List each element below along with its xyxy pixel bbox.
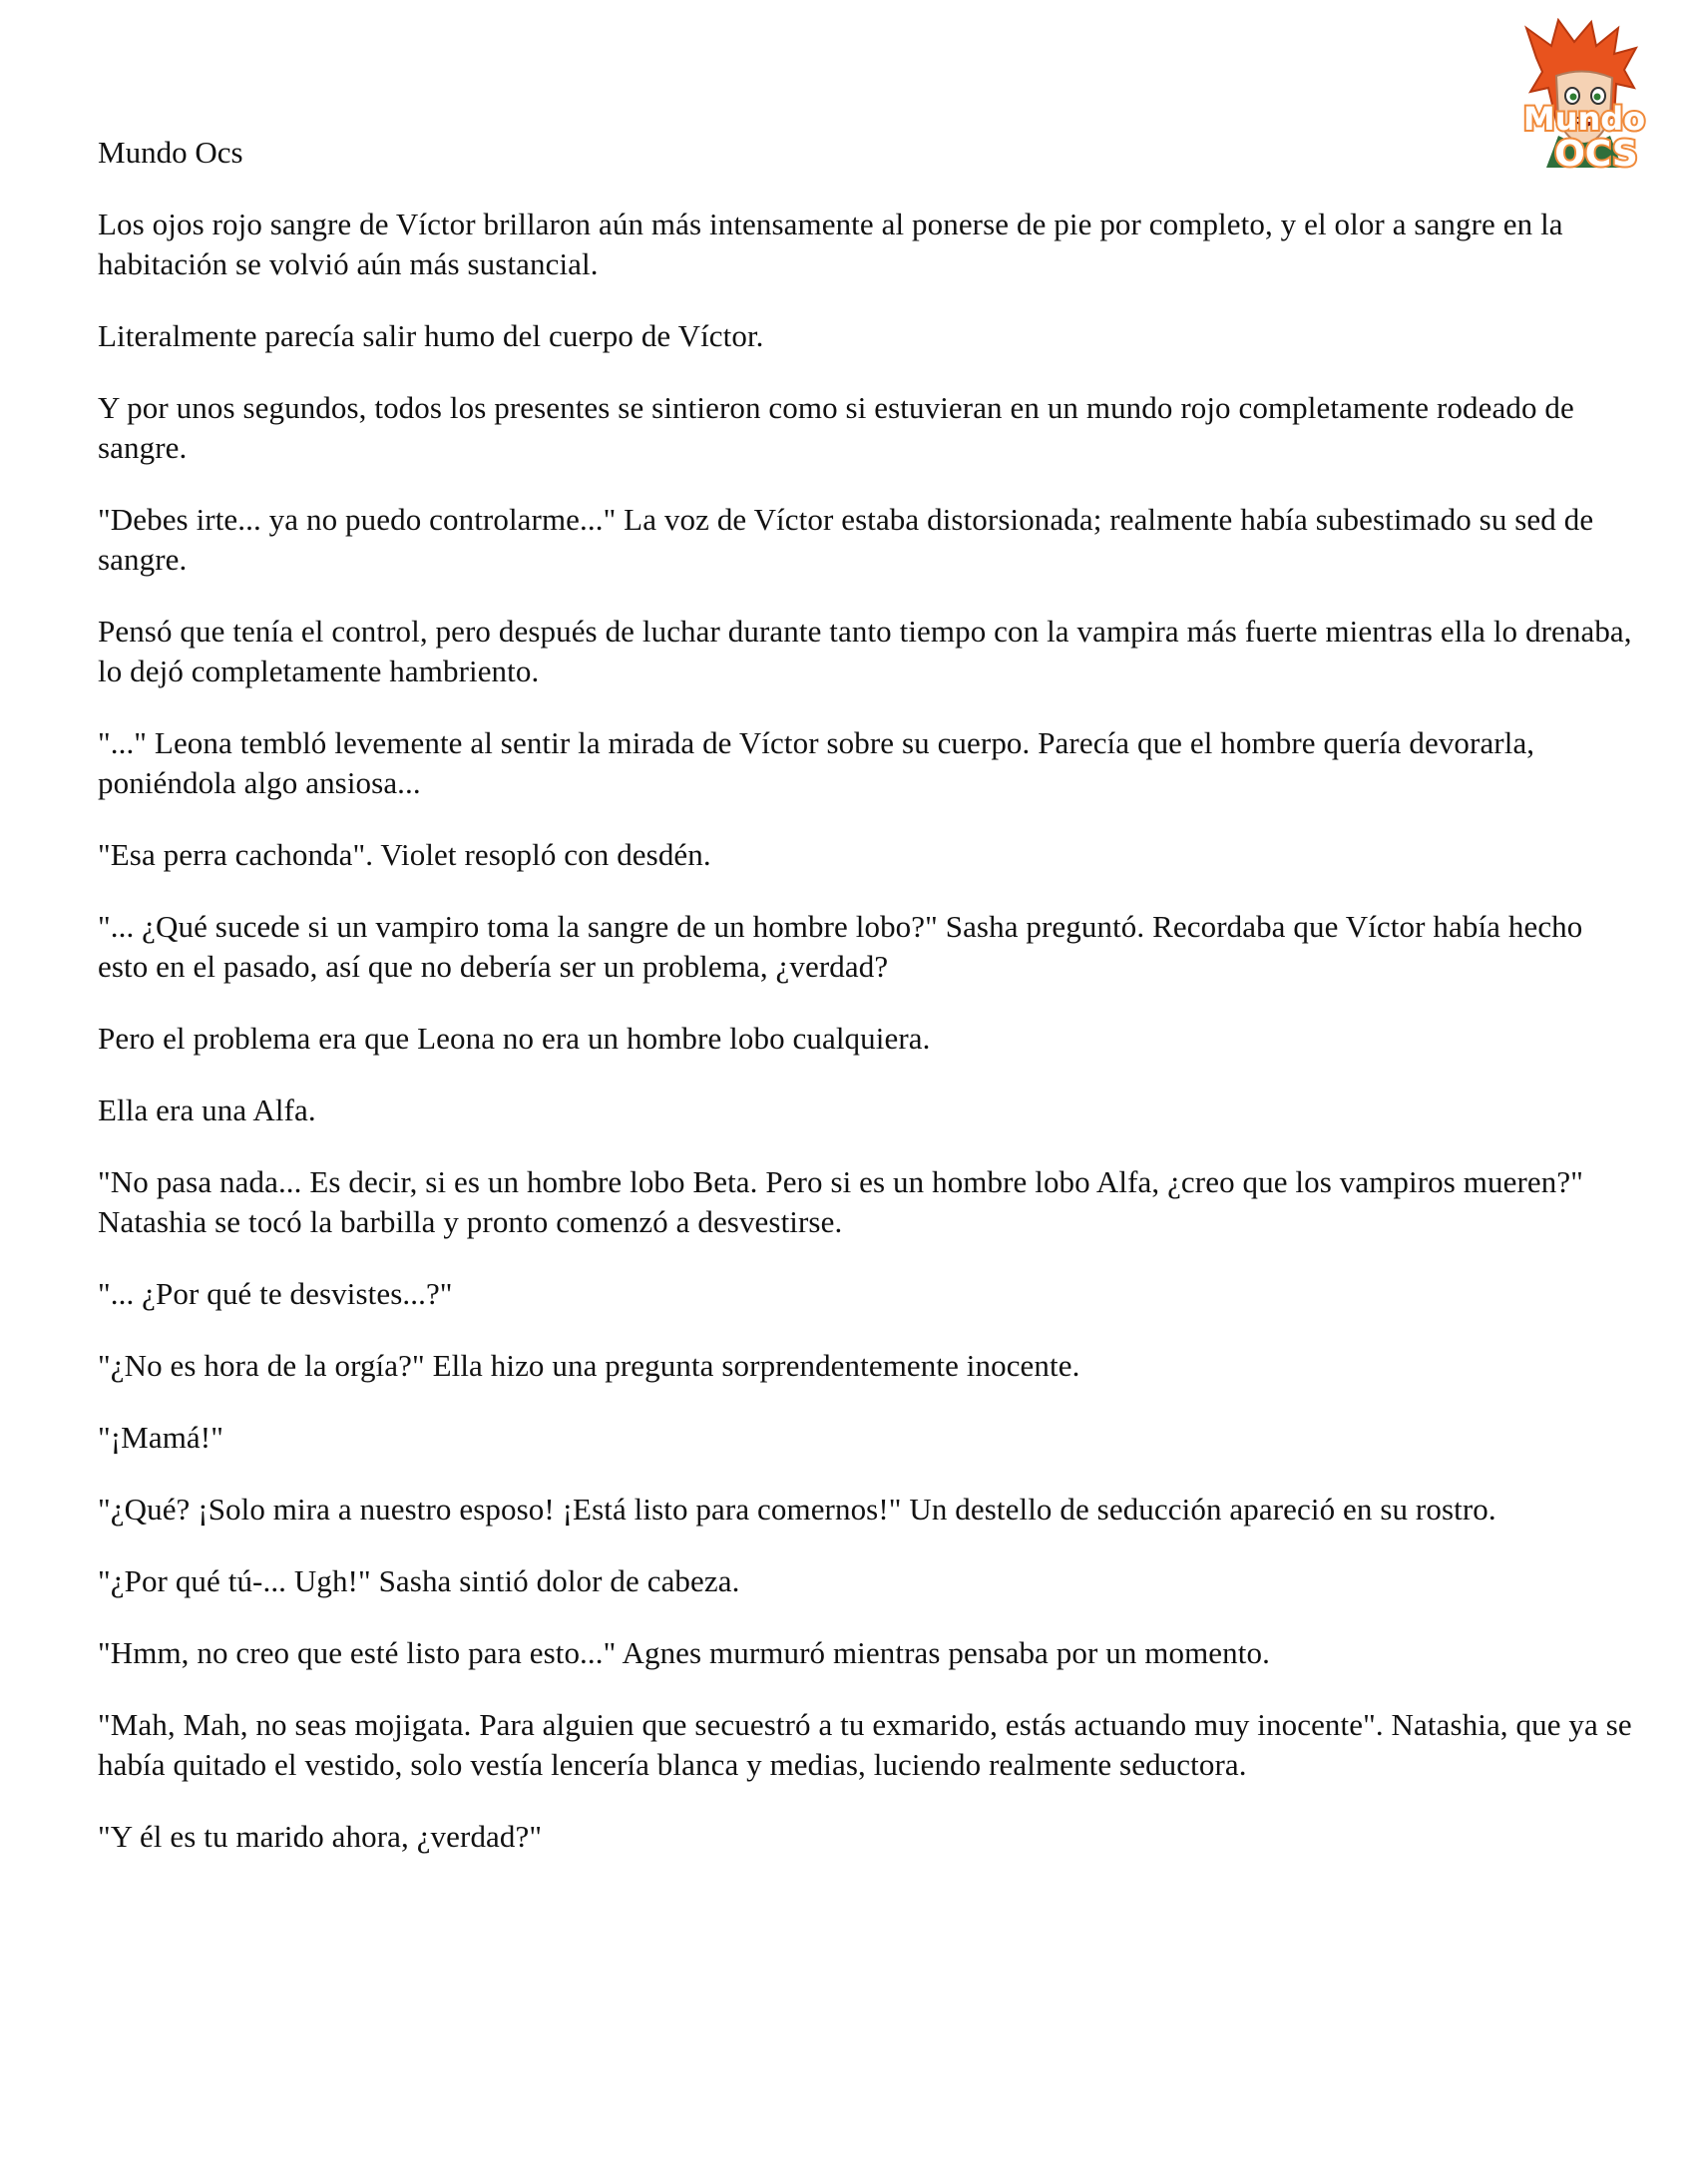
paragraph: Los ojos rojo sangre de Víctor brillaron aún más intensamente al ponerse de pie por completo, y el olor a sangre en la habitación se volvió aún más sustancial.	[98, 207, 1563, 281]
svg-text:OCS: OCS	[1554, 134, 1638, 175]
paragraph: Pensó que tenía el control, pero después de luchar durante tanto tiempo con la vampira más fuerte mientras ella lo drenaba, lo dejó completamente hambriento.	[98, 614, 1632, 688]
svg-text:Mundo: Mundo	[1522, 100, 1646, 138]
paragraph: "Hmm, no creo que esté listo para esto..." Agnes murmuró mientras pensaba por un momento.	[98, 1635, 1270, 1670]
paragraph: "¿No es hora de la orgía?" Ella hizo una pregunta sorprendentemente inocente.	[98, 1348, 1080, 1383]
story-body	[98, 205, 1639, 1889]
paragraph: "Esa perra cachonda". Violet resopló con desdén.	[98, 837, 711, 872]
page-title: Mundo Ocs	[98, 135, 243, 170]
paragraph: "Mah, Mah, no seas mojigata. Para alguien que secuestró a tu exmarido, estás actuando muy inocente". Natashia, que ya se había quitado el vestido, solo vestía lencería blanca y medias, luciendo realmente seductora.	[98, 1707, 1632, 1782]
paragraph: Literalmente parecía salir humo del cuerpo de Víctor.	[98, 318, 764, 353]
paragraph: "¿Qué? ¡Solo mira a nuestro esposo! ¡Está listo para comernos!" Un destello de seducción apareció en su rostro.	[98, 1492, 1496, 1527]
paragraph: "¡Mamá!"	[98, 1420, 223, 1455]
paragraph: "Y él es tu marido ahora, ¿verdad?"	[98, 1819, 543, 1854]
paragraph: "..." Leona tembló levemente al sentir la mirada de Víctor sobre su cuerpo. Parecía que el hombre quería devorarla, poniéndola algo ansiosa...	[98, 725, 1535, 800]
paragraph: Ella era una Alfa.	[98, 1092, 316, 1127]
paragraph: "No pasa nada... Es decir, si es un hombre lobo Beta. Pero si es un hombre lobo Alfa, ¿creo que los vampiros mueren?" Natashia se tocó la barbilla y pronto comenzó a desvestirse.	[98, 1164, 1583, 1239]
paragraph: "¿Por qué tú-... Ugh!" Sasha sintió dolor de cabeza.	[98, 1563, 740, 1598]
paragraph: "Debes irte... ya no puedo controlarme..." La voz de Víctor estaba distorsionada; realmente había subestimado su sed de sangre.	[98, 502, 1594, 577]
paragraph: "... ¿Qué sucede si un vampiro toma la sangre de un hombre lobo?" Sasha preguntó. Recordaba que Víctor había hecho esto en el pasado, así que no debería ser un problema, ¿verdad?	[98, 909, 1583, 984]
paragraph: "... ¿Por qué te desvistes...?"	[98, 1276, 453, 1311]
mundo-ocs-logo	[1496, 18, 1671, 190]
paragraph: Pero el problema era que Leona no era un hombre lobo cualquiera.	[98, 1021, 931, 1056]
paragraph: Y por unos segundos, todos los presentes se sintieron como si estuvieran en un mundo rojo completamente rodeado de sangre.	[98, 390, 1574, 465]
